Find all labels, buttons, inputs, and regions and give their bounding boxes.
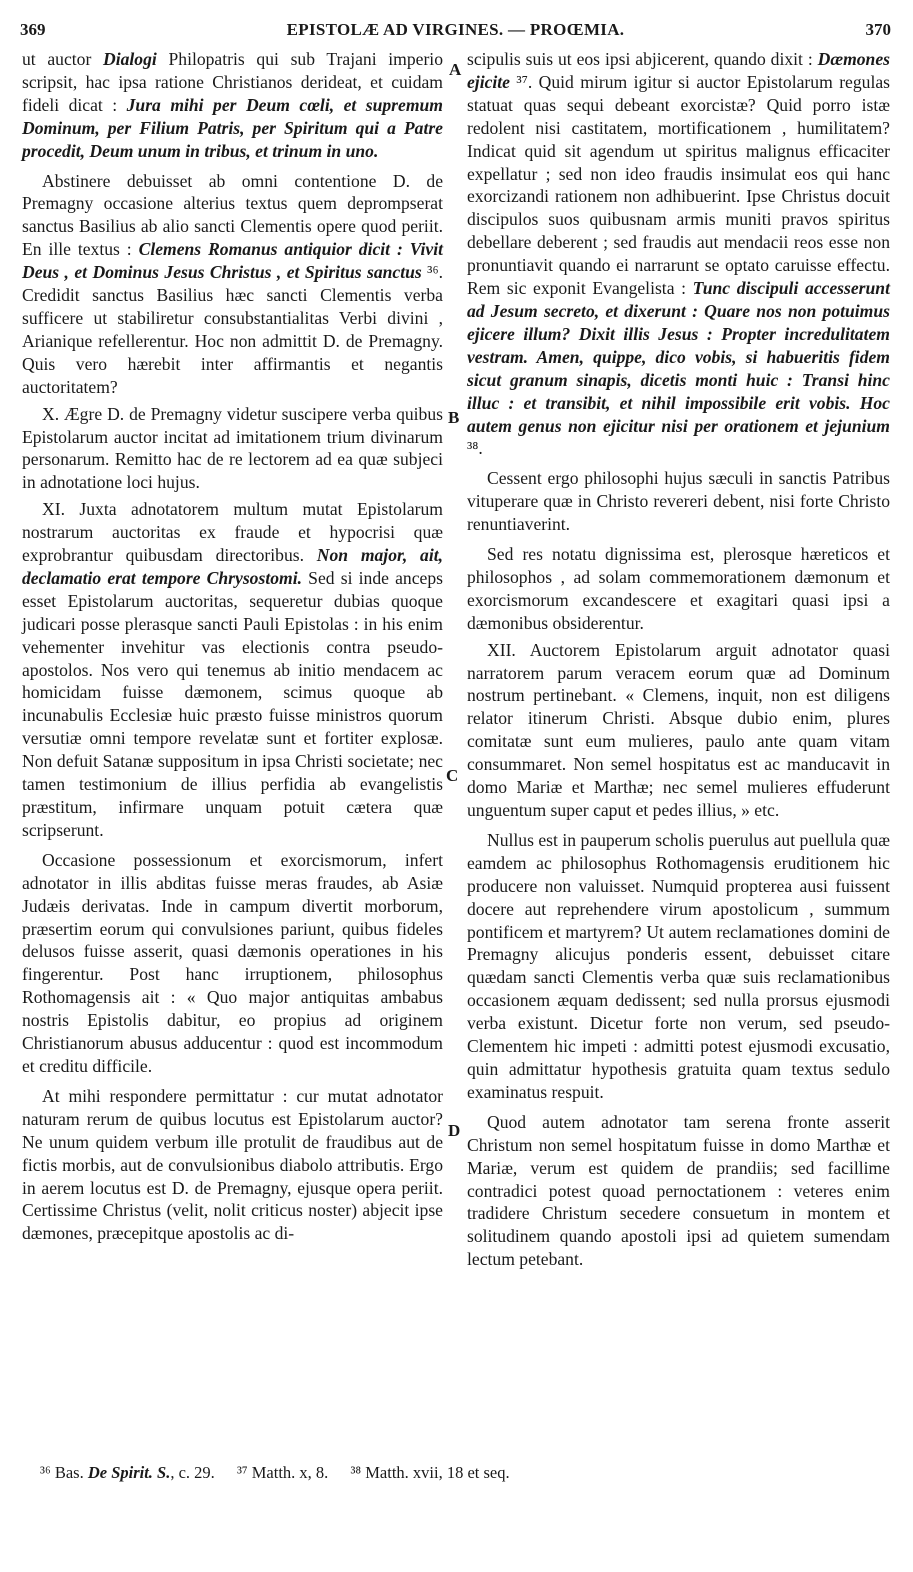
running-header bbox=[20, 20, 891, 46]
footnote-37: ³⁷ Matth. x, 8. bbox=[236, 1463, 329, 1482]
paragraph-quod-autem: Quod autem adnotator tam serena fronte asserit Christum non semel hospitatum fuisse in domo Marthæ et Mariæ, verum est quidem de prandiis; sed facillime contradici potest quoad pernoctationem : veteres enim tradidere Christum secedere consuetum in montem et solitudinem quando apostoli ipsi ad quietem sumendam lectum petebant. bbox=[467, 1111, 890, 1270]
footnote-38: ³⁸ Matth. xvii, 18 et seq. bbox=[350, 1463, 510, 1482]
paragraph-nullus: Nullus est in pauperum scholis puerulus aut puellula quæ eamdem ac philosophus Rothomagensis eruditionem hic producere non valuisset. Numquid propterea ausi fuissent docere aut reprehendere virum apostolicum , summum pontificem et martyrem? Ut autem reclamationes domini de Premagny alicujus ponderis essent, debuisset citare quædam sancti Clementis verba quæ suis reclamationibus occasionem æquam dedissent; sed nulla prorsus ejusmodi verba existunt. Dicetur forte non verum, sed pseudo-Clementem hic impeti : admitti potest ejusmodi excusatio, quin admittatur hypothesis gratuita quam textus sedulo examinatus respuit. bbox=[467, 829, 890, 1102]
paragraph-exorcism: scipulis suis ut eos ipsi abjicerent, quando dixit : Dæmones ejicite ³⁷. Quid mirum igitur si auctor Epistolarum regulas statuat quas sequi debeant exorcistæ? Quid porro istæ redolent nisi castitatem, mortificationem , humilitatem? Indicat quid sit agendum ut spiritus malignus efficaciter expellatur ; sed non ideo fraudis insimulat eos qui hanc exorcizandi rationem non adhibuerint. Ipse Christus docuit discipulos suos quibusnam armis muniti pravos spiritus debellare deberent ; sed fraudis aut mendacii reos esse non pronuntiavit quando ei narrarunt se optato caruisse effectu. Rem sic exponit Evangelista : Tunc discipuli accesserunt ad Jesum secreto, et dixerunt : Quare nos non potuimus ejicere illum? Dixit illis Jesus : Propter incredulitatem vestram. Amen, quippe, dico vobis, si habueritis fidem sicut granum sinapis, dicetis monti huic : Transi hinc illuc : et transibit, et nihil impossibile erit vobis. Hoc autem genus non ejicitur nisi per orationem et jejunium ³⁸. bbox=[467, 49, 890, 459]
right-page-number: 370 bbox=[865, 20, 891, 39]
footnotes bbox=[40, 1462, 891, 1484]
paragraph-response: At mihi respondere permittatur : cur mutat adnotator naturam rerum de quibus locutus est Epistolarum auctor? Ne unum quidem verbum ille protulit de fraudibus aut de fictis morbis, aut de convulsionibus diabolo attributis. Ergo in aerem locutus est D. de Premagny, ejusque opera periit. Certissime Christus (velit, nolit criticus noster) abjecit ipse dæmones, præcepitque apostolis ac di- bbox=[22, 1085, 443, 1244]
margin-marker-d: D bbox=[448, 1121, 461, 1140]
paragraph-possessions: Occasione possessionum et exorcismorum, infert adnotator in illis abditas fuisse meras fraudes, ab Asiæ Judæis derivatas. Inde in campum divertit morborum, præsertim eorum qui convulsiones pariunt, quibus fideles delusos fuisse asserit, quasi dæmonis operationes in his fingerentur. Post hanc irruptionem, philosophus Rothomagensis ait : « Quo major antiquitas ambabus nostris Epistolis dabitur, eo propius ad originem Christianorum abusus adducentur : quod est incommodum et creditu difficile. bbox=[22, 849, 443, 1076]
left-column bbox=[22, 48, 443, 1245]
paragraph-section-xi: XI. Juxta adnotatorem multum mutat Epistolarum nostrarum auctoritas ex fraude et hypocrisi quæ exprobrantur quibusdam directoribus. Non major, ait, declamatio erat tempore Chrysostomi. Sed si inde anceps esset Epistolarum auctoritas, sequeretur dubias quoque judicari posse plerasque sancti Pauli Epistolas : in his enim vehementer invehitur vas electionis contra pseudo-apostolos. Nos vero qui tenemus ab initio mendacem ac homicidam fuisse dæmonem, scimus quoque ab incunabulis Ecclesiæ huic præsto fuisse ministros quorum versutiæ omni tempore revelatæ sunt et fortiter explosæ. Non defuit Satanæ suppositum in ipsa Christi societate; nec tamen testimonium de illius perfidia ab evangelistis præstitum, infirmare unquam potuit cætera quæ scripserunt. bbox=[22, 499, 443, 840]
paragraph-dialogi: ut auctor Dialogi Philopatris qui sub Trajani imperio scripsit, hac ipsa ratione Christianos derideat, et cuidam fideli dicat : Jura mihi per Deum cœli, et supremum Dominum, per Filium Patris, per Spiritum qui a Patre procedit, Deum unum in tribus, et trinum in uno. bbox=[22, 49, 443, 161]
paragraph-cessent: Cessent ergo philosophi hujus sæculi in sanctis Patribus vituperare quæ in Christo revereri debent, nisi forte Christo renuntiaverint. bbox=[467, 468, 890, 535]
margin-marker-a: A bbox=[449, 60, 462, 79]
paragraph-basilius: Abstinere debuisset ab omni contentione D. de Premagny occasione alterius textus quem deprompserat sanctus Basilius ab alio sancti Clementis opere quod periit. En ille textus : Clemens Romanus antiquior dicit : Vivit Deus , et Dominus Jesus Christus , et Spiritus sanctus ³⁶. Credidit sanctus Basilius hæc sancti Clementis verba sufficere ut stabiliretur consubstantialitas Verbi divini , Arianique refellerentur. Hoc non admittit D. de Premagny. Quis vero hærebit inter affirmantis et negantis auctoritatem? bbox=[22, 170, 443, 397]
paragraph-section-xii: XII. Auctorem Epistolarum arguit adnotator quasi narratorem parum veracem eorum quæ ad Dominum nostrum pertinebant. « Clemens, inquit, non est diligens relator itinerum Christi. Absque dubio enim, plures comitatæ sunt eum mulieres, paulo ante quam vitam consummaret. Non semel hospitatus est ac manducavit in domo Mariæ et Marthæ; nec semel mulieres effuderunt unguentum super caput et pedes illius, » etc. bbox=[467, 639, 890, 820]
running-title: EPISTOLÆ AD VIRGINES. — PROŒMIA. bbox=[286, 20, 625, 39]
footnote-36: ³⁶ Bas. De Spirit. S., c. 29. bbox=[40, 1463, 215, 1482]
margin-marker-c: C bbox=[446, 766, 459, 785]
paragraph-notatu: Sed res notatu dignissima est, plerosque hæreticos et philosophos , ad solam commemorationem dæmonum et exorcismorum excandescere et exagitari quasi ipsi a dæmonibus obsiderentur. bbox=[467, 544, 890, 633]
paragraph-section-x: X. Ægre D. de Premagny videtur suscipere verba quibus Epistolarum auctor incitat ad imitationem trium divinarum personarum. Remitto hac de re lectorem ad ea quæ subjeci in adnotatione loci hujus. bbox=[22, 403, 443, 493]
right-column bbox=[467, 48, 890, 1271]
margin-marker-b: B bbox=[448, 408, 460, 427]
left-page-number: 369 bbox=[20, 20, 46, 39]
